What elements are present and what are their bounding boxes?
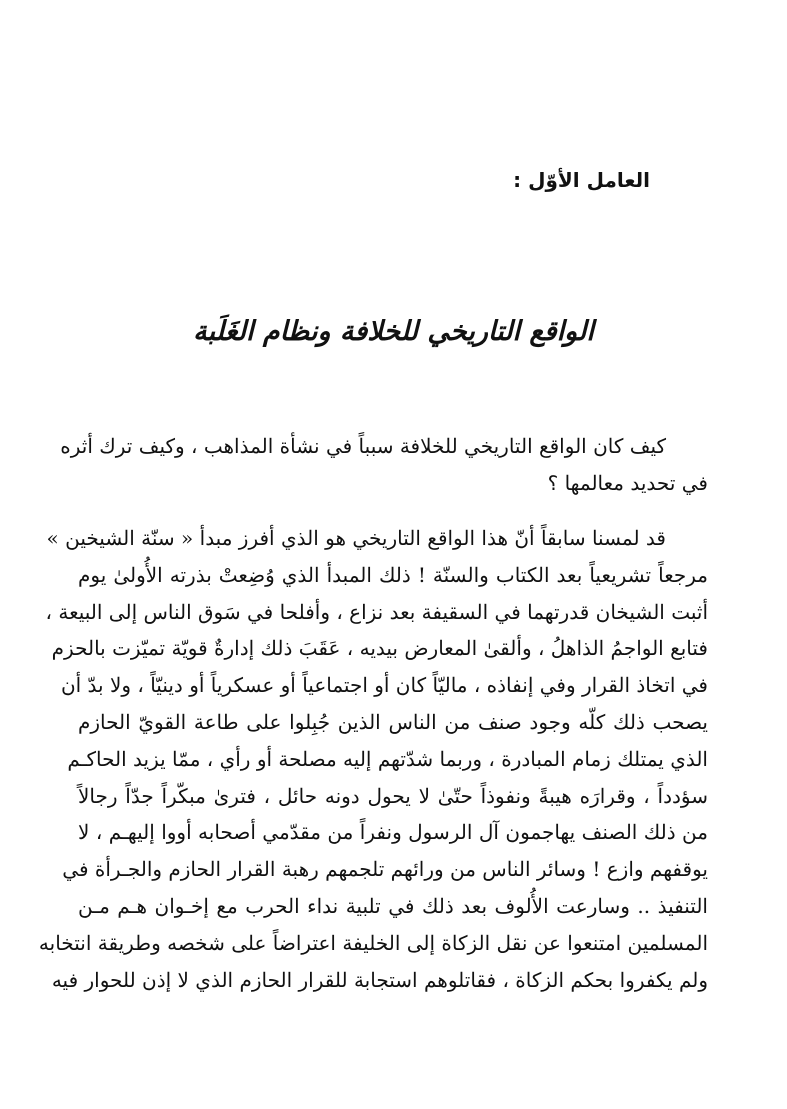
section-label: العامل الأوّل : [513, 168, 650, 192]
paragraph-line: فتابع الواجمُ الذاهلُ ، وألقىٰ المعارض بيديه ، عَقَبَ ذلك إدارةٌ قويّة تميّزت بالحزم [51, 636, 708, 661]
paragraph-line: الذي يمتلك زمام المبادرة ، وربما شدّتهم إليه مصلحة أو رأي ، ممّا يزيد الحاكـم [67, 746, 708, 771]
paragraph-line: المسلمين امتنعوا عن نقل الزكاة إلى الخليفة اعتراضاً على شخصه وطريقة انتخابه [38, 930, 708, 955]
paragraph-line: ولم يكفروا بحكم الزكاة ، فقاتلوهم استجابة للقرار الحازم الذي لا إذن للحوار فيه [51, 967, 708, 992]
paragraph-line: في اتخاذ القرار وفي إنفاذه ، ماليّاً كان أو اجتماعياً أو عسكرياً أو دينيّاً ، ولا بدّ أن [60, 673, 708, 698]
paragraph-line: يوقفهم وازع ! وسائر الناس من ورائهم تلجمهم رهبة القرار الحازم والجـرأة في [62, 857, 708, 882]
paragraph-line: من ذلك الصنف يهاجمون آل الرسول ونفراً من مقدّمي أصحابه أووا إليهـم ، لا [78, 820, 708, 845]
paragraph-line: سؤدداً ، وقرارَه هيبةً ونفوذاً حتّىٰ لا يحول دونه حائل ، فترىٰ مبكّراً جدّاً رجالاً [78, 783, 708, 808]
paragraph-line: أثبت الشيخان قدرتهما في السقيفة بعد نزاع ، وأفلحا في سَوق الناس إلى البيعة ، [45, 599, 708, 624]
paragraph-line: قد لمسنا سابقاً أنّ هذا الواقع التاريخي هو الذي أفرز مبدأ « سنّة الشيخين » [46, 526, 666, 550]
question-line: كيف كان الواقع التاريخي للخلافة سبباً في نشأة المذاهب ، وكيف ترك أثره [60, 434, 666, 458]
question-line: في تحديد معالمها ؟ [547, 470, 708, 495]
paragraph-line: مرجعاً تشريعياً بعد الكتاب والسنّة ! ذلك المبدأ الذي وُضِعتْ بذرته الأُولىٰ يوم [78, 562, 708, 587]
chapter-title: الواقع التاريخي للخلافة ونظام الغَلَبة [193, 316, 594, 347]
intro-question [60, 428, 708, 502]
paragraph-line: يصحب ذلك كلّه وجود صنف من الناس الذين جُبِلوا على طاعة القويّ الحازم [78, 709, 708, 734]
body-paragraph [38, 520, 708, 998]
paragraph-line: التنفيذ .. وسارعت الأُلوف بعد ذلك في تلبية نداء الحرب مع إخـوان هـم مـن [78, 893, 708, 918]
